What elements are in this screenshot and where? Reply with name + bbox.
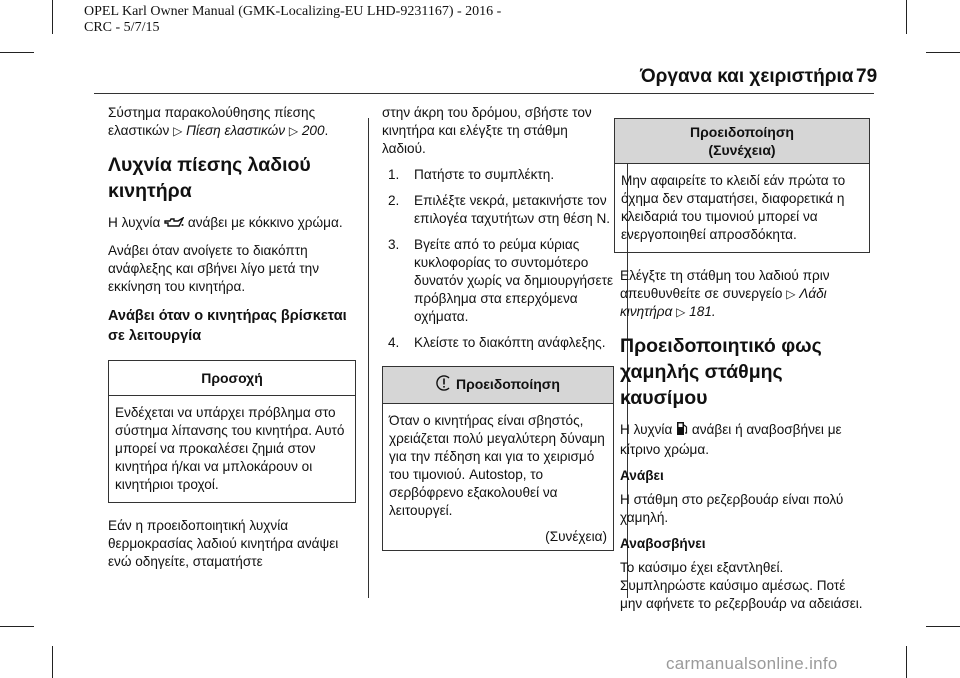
lights-on-heading: Ανάβει [620,468,664,483]
column-3 [614,118,870,621]
oil-can-icon [164,216,184,234]
warning-symbol-icon [436,375,452,395]
list-item [382,236,614,326]
meta-line-2: CRC - 5/7/15 [84,20,160,35]
intro-paragraph: Σύστημα παρακολούθησης πίεσης ελαστικών ▷ Πίεση ελαστικών ▷ 200. [108,105,329,138]
low-fuel-heading: Προειδοποιητικό φως χαμηλής στάθμης καυσίμου [620,335,822,409]
fuel-lamp-paragraph [620,421,870,459]
check-oil-ref-page[interactable]: 181. [689,304,716,319]
oil-pressure-heading: Λυχνία πίεσης λαδιού κινητήρα [108,154,311,202]
check-oil-ref-link[interactable]: Λάδι κινητήρα [620,286,827,319]
warning-header [383,367,613,404]
page-ref-arrow-icon: ▷ [288,124,299,138]
lights-on-text: Η στάθμη στο ρεζερβουάρ είναι πολύ χαμηλή. [620,492,844,525]
header-rule [94,93,874,94]
crop-mark [0,626,34,627]
fuel-lamp-text-b: ανάβει ή αναβοσβήνει με κίτρινο χρώμα. [620,422,842,457]
oil-lamp-text-b: ανάβει με κόκκινο χρώμα. [187,215,343,230]
blinking-heading: Αναβοσβήνει [620,536,706,551]
check-oil-text: Ελέγξτε τη στάθμη του λαδιού πριν απευθυνθείτε σε συνεργείο [620,268,830,301]
warning-continued-body: Μην αφαιρείτε το κλειδί εάν πρώτα το όχημα δεν σταματήσει, διαφορετικά η κλειδαριά του τιμονιού μπορεί να ενεργοποιηθεί απροσδόκητα. [621,173,846,242]
step-number: 2. [388,193,400,208]
column-1 [108,104,356,579]
step-number: 4. [388,335,400,350]
meta-line-1: OPEL Karl Owner Manual (GMK-Localizing-EU LHD-9231167) - 2016 - [84,4,502,19]
intro-ref-page[interactable]: 200 [301,123,325,138]
warning-title: Προειδοποίηση [455,376,560,392]
page-ref-arrow-icon: ▷ [786,287,796,301]
page-number: 79 [856,66,878,87]
intro-ref-link[interactable]: Πίεση ελαστικών [186,123,286,138]
crop-mark [52,0,53,34]
warning-continued-title: Προειδοποίηση [690,124,794,140]
step-text: Πατήστε το συμπλέκτη. [414,167,555,182]
page-ref-arrow-icon: ▷ [676,305,686,319]
step-text: Βγείτε από το ρεύμα κύριας κυκλοφορίας το συντομότερο δυνατόν χωρίς να δημιουργήσετε πρόβλημα στα επερχόμενα οχήματα. [414,237,614,324]
warning-continued-box [614,118,870,253]
oil-lamp-paragraph [108,214,356,234]
step-number: 3. [388,237,400,252]
page-ref-arrow-icon: ▷ [173,124,183,138]
oil-lamp-on-paragraph: Ανάβει όταν ανοίγετε το διακόπτη ανάφλεξης και σβήνει λίγο μετά την εκκίνηση του κινητήρα. [108,243,319,294]
warning-continued-subtitle: (Συνέχεια) [708,142,776,158]
fuel-section [620,333,870,613]
oil-lamp-text-a: Η λυχνία [108,215,161,230]
crop-mark [52,646,53,678]
blinking-text: Το καύσιμο έχει εξαντληθεί. Συμπληρώστε καύσιμο αμέσως. Ποτέ μην αφήνετε το ρεζερβουάρ να αδειάσει. [620,560,863,611]
document-meta [84,4,501,36]
list-item [382,192,614,228]
step-text: Κλείστε το διακόπτη ανάφλεξης. [414,335,606,350]
column-divider [368,118,369,598]
step-text: Επιλέξτε νεκρά, μετακινήστε τον επιλογέα ταχυτήτων στη θέση N. [414,193,611,226]
running-subheading: Ανάβει όταν ο κινητήρας βρίσκεται σε λειτουργία [108,308,347,344]
warning-body: Όταν ο κινητήρας είναι σβηστός, χρειάζεται πολύ μεγαλύτερη δύναμη για την πέδηση και για το χειρισμό του τιμονιού. Autostop, το σερβόφρενο εξακολουθεί να λειτουργεί. [389,413,605,518]
caution-box [108,360,356,503]
section-title: Όργανα και χειριστήρια [640,66,854,87]
list-item [382,166,614,184]
steps-list [382,166,614,352]
caution-body: Ενδέχεται να υπάρχει πρόβλημα στο σύστημα λίπανσης του κινητήρα. Αυτό μπορεί να προκαλέσει ζημιά στον κινητήρα ή/και να μπλοκάρουν οι κινητήριοι τροχοί. [115,405,345,492]
warning-box [382,366,614,551]
fuel-pump-icon [676,421,688,441]
check-oil-paragraph [620,267,870,321]
watermark: carmanualsonline.info [666,654,838,673]
oil-temp-paragraph: Εάν η προειδοποιητική λυχνία θερμοκρασίας λαδιού κινητήρα ανάψει ενώ οδηγείτε, σταματήστε [108,518,339,569]
crop-mark [0,52,34,53]
crop-mark [926,52,960,53]
crop-mark [906,0,907,34]
caution-title: Προσοχή [201,370,263,386]
fuel-lamp-text-a: Η λυχνία [620,422,673,437]
step-number: 1. [388,167,400,182]
crop-mark [906,646,907,678]
crop-mark [926,626,960,627]
column-2 [382,104,614,565]
stop-paragraph: στην άκρη του δρόμου, σβήστε τον κινητήρα και ελέγξτε τη στάθμη λαδιού. [382,105,592,156]
intro-text: Σύστημα παρακολούθησης πίεσης ελαστικών [108,105,316,138]
list-item [382,334,614,352]
warning-continued: (Συνέχεια) [545,529,607,544]
warning-continued-header [615,119,869,164]
